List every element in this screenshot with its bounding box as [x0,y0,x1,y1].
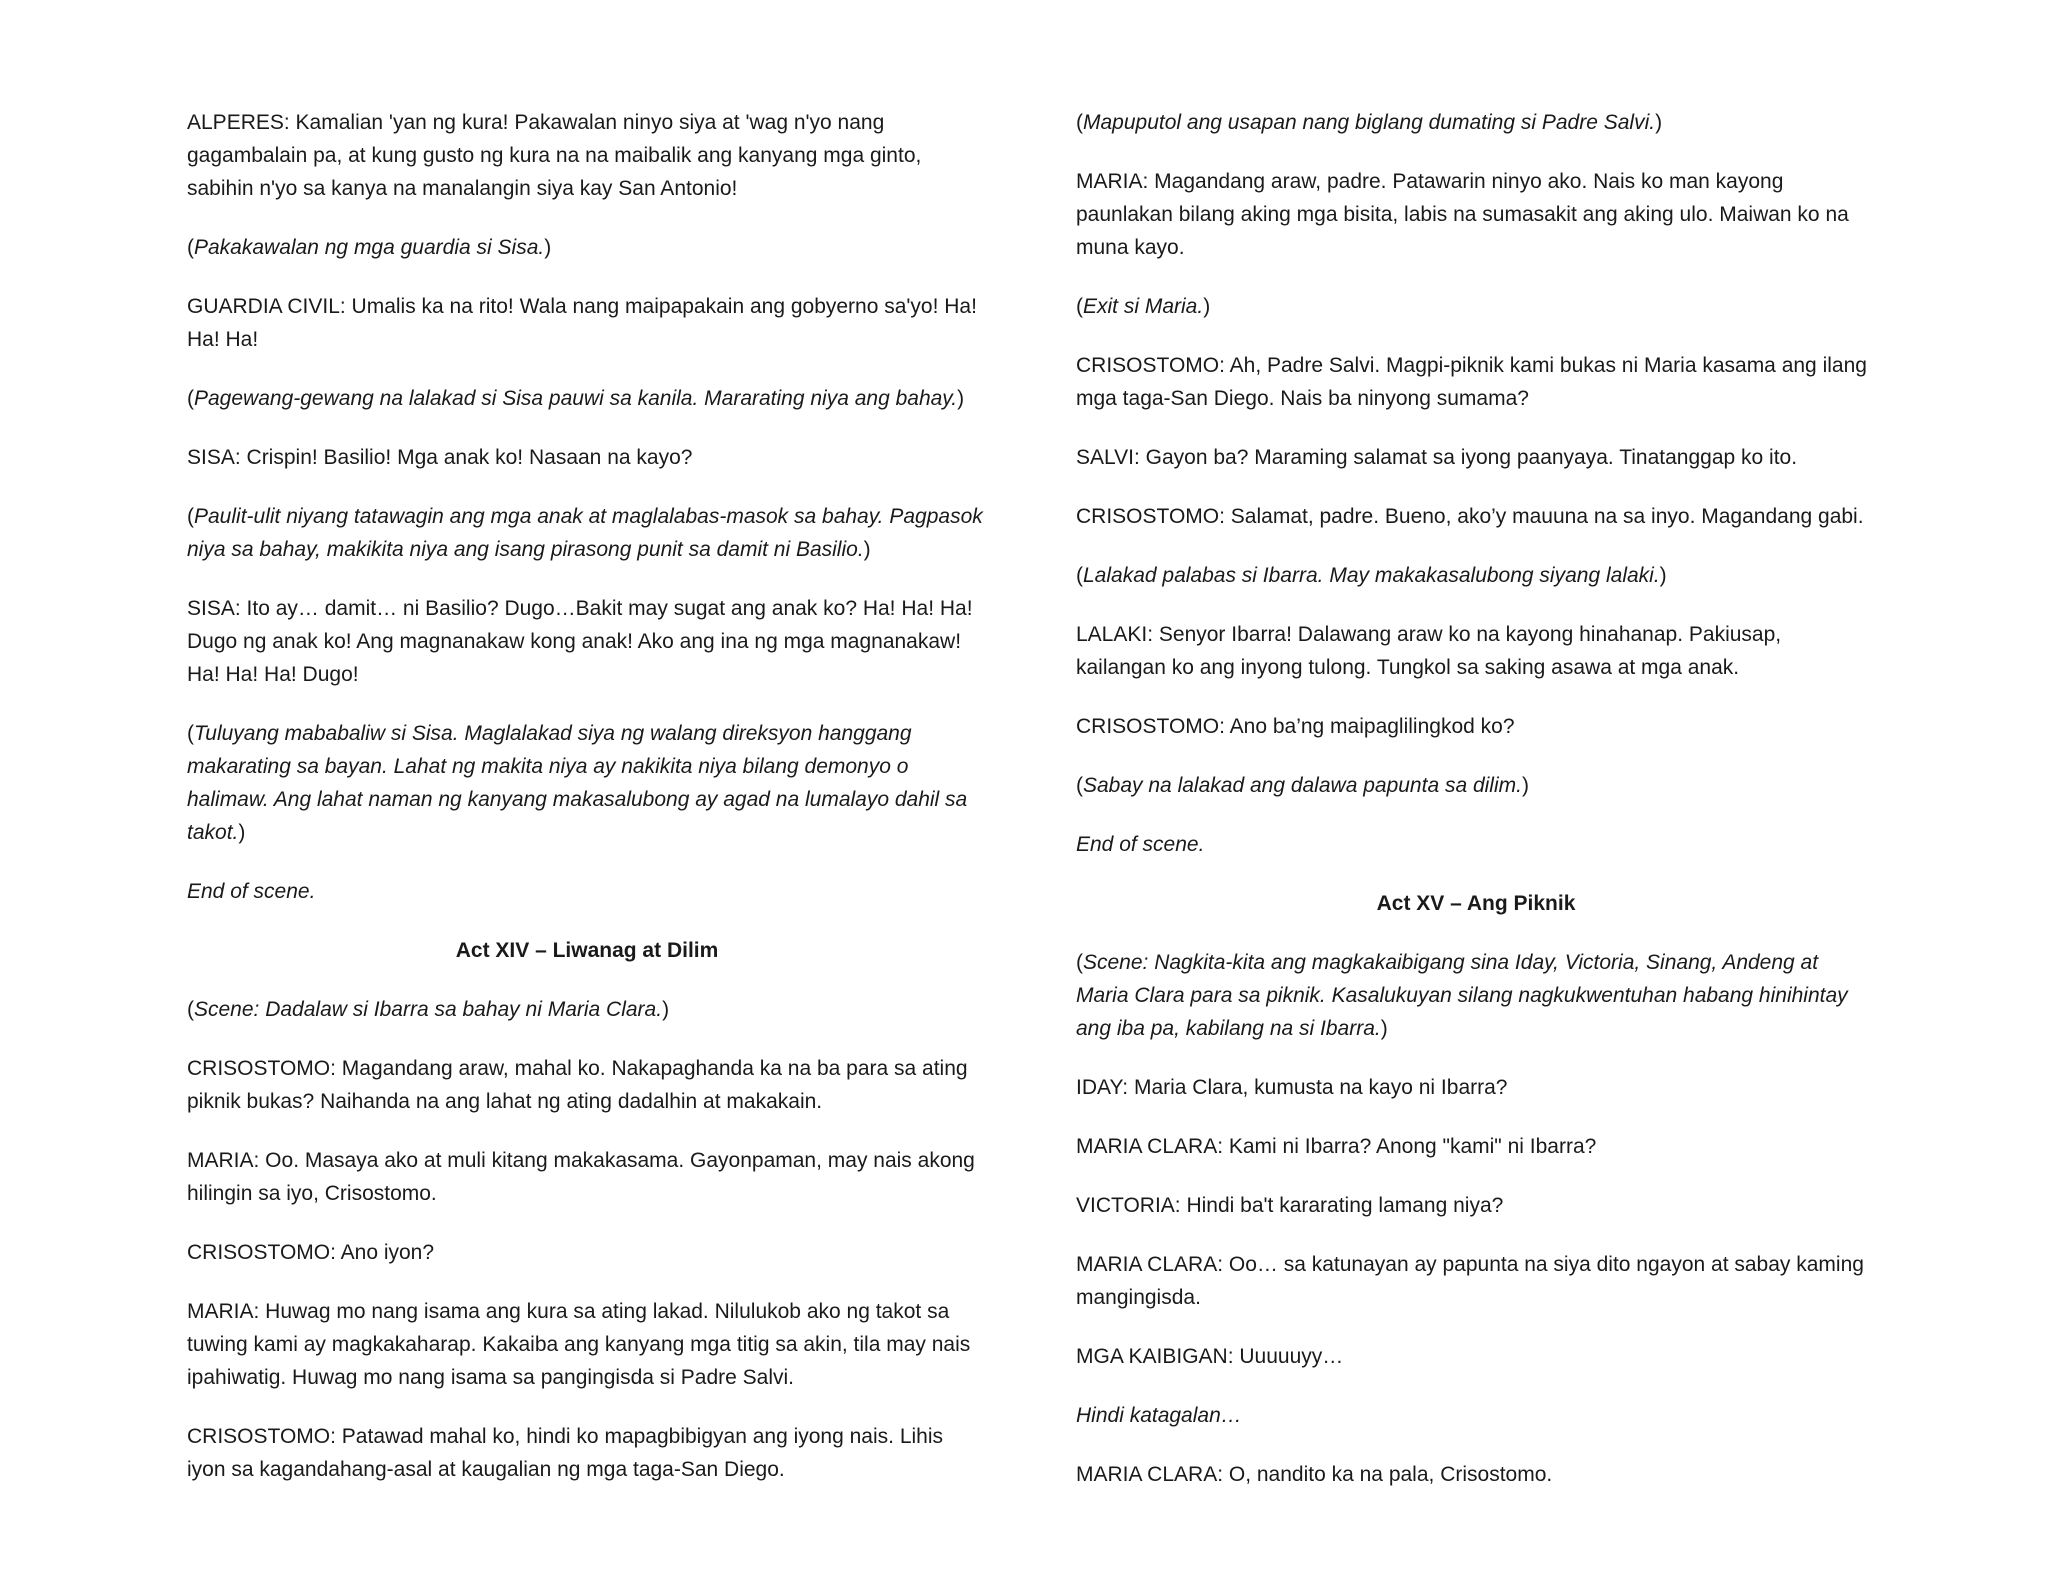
dialogue-crisostomo: CRISOSTOMO: Ano ba’ng maipaglilingkod ko? [1076,715,1515,738]
stage-direction-text: Exit si Maria. [1083,295,1204,318]
stage-direction: (Sabay na lalakad ang dalawa papunta sa dilim.) [1076,774,1529,797]
dialogue-crisostomo: CRISOSTOMO: Patawad mahal ko, hindi ko mapagbibigyan ang iyong nais. Lihis iyon sa kagandahang-asal at kaugalian ng mga taga-San Diego. [187,1425,944,1481]
dialogue-crisostomo: CRISOSTOMO: Salamat, padre. Bueno, ako’y mauuna na sa inyo. Magandang gabi. [1076,505,1864,528]
stage-direction-text: Sabay na lalakad ang dalawa papunta sa dilim. [1083,774,1522,797]
dialogue-maria-clara: MARIA CLARA: Kami ni Ibarra? Anong "kami" ni Ibarra? [1076,1135,1597,1158]
dialogue-alperes: ALPERES: Kamalian 'yan ng kura! Pakawalan ninyo siya at 'wag n'yo nang gagambalain pa, at kung gusto ng kura na na maibalik ang kanyang mga ginto, sabihin n'yo sa kanya na manalangin siya kay San Antonio! [187,111,922,200]
stage-direction: (Mapuputol ang usapan nang biglang dumating si Padre Salvi.) [1076,111,1663,134]
dialogue-lalaki: LALAKI: Senyor Ibarra! Dalawang araw ko na kayong hinahanap. Pakiusap, kailangan ko ang inyong tulong. Tungkol sa saking asawa at mga anak. [1076,623,1782,679]
act-heading: Act XIV – Liwanag at Dilim [455,939,719,962]
dialogue-victoria: VICTORIA: Hindi ba't kararating lamang niya? [1076,1194,1504,1217]
stage-direction: (Pakakawalan ng mga guardia si Sisa.) [187,236,552,259]
stage-direction-text: Tuluyang mababaliw si Sisa. Maglalakad siya ng walang direksyon hanggang makarating sa bayan. Lahat ng makita niya ay nakikita niya bilang demonyo o halimaw. Ang lahat naman ng kanyang makasalubong ay agad na lumalayo dahil sa takot. [187,722,968,844]
stage-direction-text: Pagewang-gewang na lalakad si Sisa pauwi sa kanila. Mararating niya ang bahay. [194,387,958,410]
end-of-scene: End of scene. [187,880,316,903]
stage-direction-text: Scene: Nagkita-kita ang magkakaibigang sina Iday, Victoria, Sinang, Andeng at Maria Clara para sa piknik. Kasalukuyan silang nagkukwentuhan habang hinihintay ang iba pa, kabilang na si Ibarra. [1076,951,1848,1040]
right-column [1076,106,1876,1517]
dialogue-maria: MARIA: Oo. Masaya ako at muli kitang makakasama. Gayonpaman, may nais akong hilingin sa iyo, Crisostomo. [187,1149,975,1205]
dialogue-crisostomo: CRISOSTOMO: Magandang araw, mahal ko. Nakapaghanda ka na ba para sa ating piknik bukas? Naihanda na ang lahat ng ating dadalhin at makakain. [187,1057,968,1113]
stage-direction-text: Pakakawalan ng mga guardia si Sisa. [194,236,545,259]
stage-direction: (Scene: Dadalaw si Ibarra sa bahay ni Maria Clara.) [187,998,670,1021]
dialogue-maria: MARIA: Huwag mo nang isama ang kura sa ating lakad. Nilulukob ako ng takot sa tuwing kami ay magkakaharap. Kakaiba ang kanyang mga titig sa akin, tila may nais ipahiwatig. Huwag mo nang isama sa pangingisda si Padre Salvi. [187,1300,971,1389]
stage-direction: (Scene: Nagkita-kita ang magkakaibigang sina Iday, Victoria, Sinang, Andeng at Maria Clara para sa piknik. Kasalukuyan silang nagkukwentuhan habang hinihintay ang iba pa, kabilang na si Ibarra.) [1076,951,1848,1040]
dialogue-sisa: SISA: Ito ay… damit… ni Basilio? Dugo…Bakit may sugat ang anak ko? Ha! Ha! Ha! Dugo ng anak ko! Ang magnanakaw kong anak! Ako ang ina ng mga magnanakaw! Ha! Ha! Ha! Dugo! [187,597,973,686]
dialogue-maria-clara: MARIA CLARA: O, nandito ka na pala, Crisostomo. [1076,1463,1553,1486]
dialogue-mga-kaibigan: MGA KAIBIGAN: Uuuuuyy… [1076,1345,1344,1368]
dialogue-sisa: SISA: Crispin! Basilio! Mga anak ko! Nasaan na kayo? [187,446,693,469]
dialogue-maria: MARIA: Magandang araw, padre. Patawarin ninyo ako. Nais ko man kayong paunlakan bilang aking mga bisita, labis na sumasakit ang aking ulo. Maiwan ko na muna kayo. [1076,170,1849,259]
stage-direction: (Exit si Maria.) [1076,295,1211,318]
stage-direction: (Tuluyang mababaliw si Sisa. Maglalakad siya ng walang direksyon hanggang makarating sa bayan. Lahat ng makita niya ay nakikita niya bilang demonyo o halimaw. Ang lahat naman ng kanyang makasalubong ay agad na lumalayo dahil sa takot.) [187,722,968,844]
stage-direction: (Paulit-ulit niyang tatawagin ang mga anak at maglalabas-masok sa bahay. Pagpasok niya sa bahay, makikita niya ang isang pirasong punit sa damit ni Basilio.) [187,505,983,561]
stage-direction: (Pagewang-gewang na lalakad si Sisa pauwi sa kanila. Mararating niya ang bahay.) [187,387,965,410]
stage-direction-text: Paulit-ulit niyang tatawagin ang mga anak at maglalabas-masok sa bahay. Pagpasok niya sa bahay, makikita niya ang isang pirasong punit sa damit ni Basilio. [187,505,983,561]
left-column [187,106,987,1512]
stage-note: Hindi katagalan… [1076,1404,1242,1427]
end-of-scene: End of scene. [1076,833,1205,856]
stage-direction-text: Scene: Dadalaw si Ibarra sa bahay ni Maria Clara. [194,998,663,1021]
stage-direction-text: Lalakad palabas si Ibarra. May makakasalubong siyang lalaki. [1083,564,1660,587]
dialogue-guardia-civil: GUARDIA CIVIL: Umalis ka na rito! Wala nang maipapakain ang gobyerno sa'yo! Ha! Ha! Ha! [187,295,977,351]
stage-direction-text: Mapuputol ang usapan nang biglang dumating si Padre Salvi. [1083,111,1656,134]
dialogue-maria-clara: MARIA CLARA: Oo… sa katunayan ay papunta na siya dito ngayon at sabay kaming mangingisda. [1076,1253,1864,1309]
dialogue-iday: IDAY: Maria Clara, kumusta na kayo ni Ibarra? [1076,1076,1508,1099]
act-heading: Act XV – Ang Piknik [1376,892,1576,915]
stage-direction: (Lalakad palabas si Ibarra. May makakasalubong siyang lalaki.) [1076,564,1667,587]
dialogue-salvi: SALVI: Gayon ba? Maraming salamat sa iyong paanyaya. Tinatanggap ko ito. [1076,446,1798,469]
dialogue-crisostomo: CRISOSTOMO: Ah, Padre Salvi. Magpi-piknik kami bukas ni Maria kasama ang ilang mga taga-San Diego. Nais ba ninyong sumama? [1076,354,1867,410]
dialogue-crisostomo: CRISOSTOMO: Ano iyon? [187,1241,435,1264]
